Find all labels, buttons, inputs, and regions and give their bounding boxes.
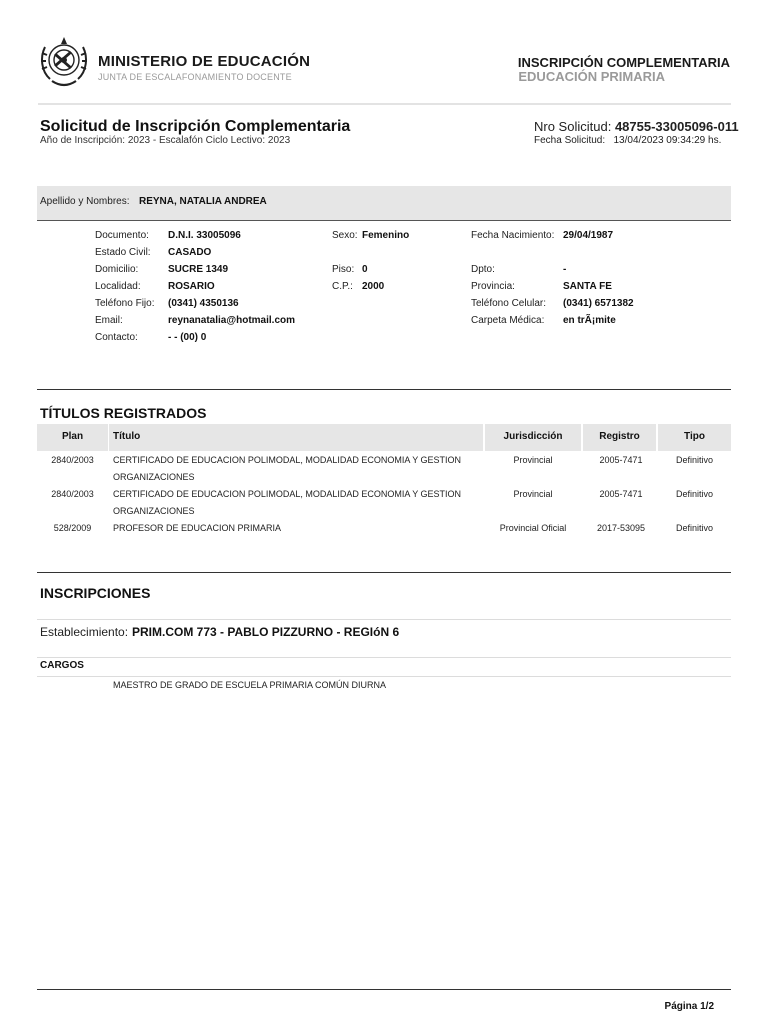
row-titulo-line1: PROFESOR DE EDUCACION PRIMARIA (113, 523, 282, 533)
domicilio-value: SUCRE 1349 (168, 264, 229, 275)
domicilio-label: Domicilio: (95, 264, 139, 275)
sexo-label: Sexo: (332, 230, 358, 241)
light-divider (37, 619, 731, 620)
contacto-value: - - (00) 0 (168, 332, 207, 343)
cargo-item: MAESTRO DE GRADO DE ESCUELA PRIMARIA COMÚN DIURNA (113, 680, 387, 690)
telefono-celular-value: (0341) 6571382 (563, 298, 634, 309)
provincia-label: Provincia: (471, 281, 515, 292)
row-jurisdiccion: Provincial (513, 455, 553, 465)
documento-label: Documento: (95, 230, 149, 241)
junta-subtitle: JUNTA DE ESCALAFONAMIENTO DOCENTE (98, 72, 292, 82)
column-header-tipo: Tipo (684, 431, 705, 442)
ministerio-title: MINISTERIO DE EDUCACIÓN (98, 53, 311, 70)
dpto-label: Dpto: (471, 264, 495, 275)
titulos-section-title: TÍTULOS REGISTRADOS (40, 405, 207, 421)
establecimiento-label: Establecimiento: (40, 625, 129, 639)
name-label: Apellido y Nombres: (40, 196, 130, 207)
section-divider (37, 389, 731, 390)
sexo-value: Femenino (362, 230, 410, 241)
row-titulo-line2: ORGANIZACIONES (113, 506, 195, 516)
provincial-seal-icon (36, 33, 92, 93)
row-plan: 528/2009 (53, 523, 92, 533)
row-registro: 2005-7471 (599, 455, 643, 465)
light-divider (37, 657, 731, 658)
column-header-plan: Plan (61, 431, 84, 442)
row-registro: 2005-7471 (599, 489, 643, 499)
telefono-celular-label: Teléfono Celular: (471, 298, 547, 309)
estado-civil-value: CASADO (168, 247, 212, 258)
fecha-solicitud: Fecha Solicitud: 13/04/2023 09:34:29 hs. (534, 135, 722, 146)
row-plan: 2840/2003 (51, 455, 94, 465)
fecha-nacimiento-value: 29/04/1987 (563, 230, 614, 241)
header-divider (38, 103, 731, 105)
educacion-primaria-heading: EDUCACIÓN PRIMARIA (518, 69, 665, 84)
row-plan: 2840/2003 (51, 489, 94, 499)
inscripcion-complementaria-heading: INSCRIPCIÓN COMPLEMENTARIA (517, 55, 730, 70)
documento-value: D.N.I. 33005096 (168, 230, 241, 241)
cargos-label: CARGOS (40, 660, 84, 671)
localidad-label: Localidad: (95, 281, 141, 292)
row-jurisdiccion: Provincial Oficial (499, 523, 567, 533)
dpto-value: - (563, 264, 567, 275)
solicitud-title: Solicitud de Inscripción Complementaria (40, 118, 351, 135)
table-header-cell (109, 424, 483, 451)
row-tipo: Definitivo (675, 489, 713, 499)
solicitud-subtitle: Año de Inscripción: 2023 - Escalafón Ciclo Lectivo: 2023 (40, 135, 291, 146)
cp-value: 2000 (362, 281, 385, 292)
telefono-fijo-label: Teléfono Fijo: (95, 298, 155, 309)
light-divider (37, 676, 731, 677)
row-titulo-line1: CERTIFICADO DE EDUCACION POLIMODAL, MODALIDAD ECONOMIA Y GESTION (113, 489, 462, 499)
email-value: reynanatalia@hotmail.com (168, 315, 296, 326)
row-titulo-line2: ORGANIZACIONES (113, 472, 195, 482)
inscripciones-section-title: INSCRIPCIONES (40, 585, 151, 601)
contacto-label: Contacto: (95, 332, 138, 343)
estado-civil-label: Estado Civil: (95, 247, 151, 258)
nro-solicitud-label: Nro Solicitud: (534, 119, 612, 134)
nro-solicitud (534, 119, 739, 134)
email-label: Email: (95, 315, 123, 326)
row-titulo-line1: CERTIFICADO DE EDUCACION POLIMODAL, MODALIDAD ECONOMIA Y GESTION (113, 455, 462, 465)
provincia-value: SANTA FE (563, 281, 612, 292)
column-header-registro: Registro (599, 431, 640, 442)
name-value: REYNA, NATALIA ANDREA (139, 196, 267, 207)
piso-value: 0 (362, 264, 368, 275)
carpeta-medica-value: en trÃ¡mite (563, 315, 616, 326)
cp-label: C.P.: (332, 281, 353, 292)
section-divider (37, 572, 731, 573)
column-header-titulo: Título (113, 431, 141, 442)
row-registro: 2017-53095 (596, 523, 646, 533)
column-header-jurisdiccion: Jurisdicción (503, 431, 563, 442)
fecha-nacimiento-label: Fecha Nacimiento: (471, 230, 555, 241)
page-number: Página 1/2 (664, 1001, 714, 1012)
row-jurisdiccion: Provincial (513, 489, 553, 499)
nro-solicitud-value: 48755-33005096-011 (614, 119, 739, 134)
localidad-value: ROSARIO (168, 281, 215, 292)
telefono-fijo-value: (0341) 4350136 (168, 298, 239, 309)
establecimiento-value: PRIM.COM 773 - PABLO PIZZURNO - REGIóN 6 (132, 625, 400, 639)
row-tipo: Definitivo (675, 455, 713, 465)
row-tipo: Definitivo (675, 523, 713, 533)
piso-label: Piso: (332, 264, 355, 275)
footer-divider (37, 989, 731, 990)
carpeta-medica-label: Carpeta Médica: (471, 315, 545, 326)
